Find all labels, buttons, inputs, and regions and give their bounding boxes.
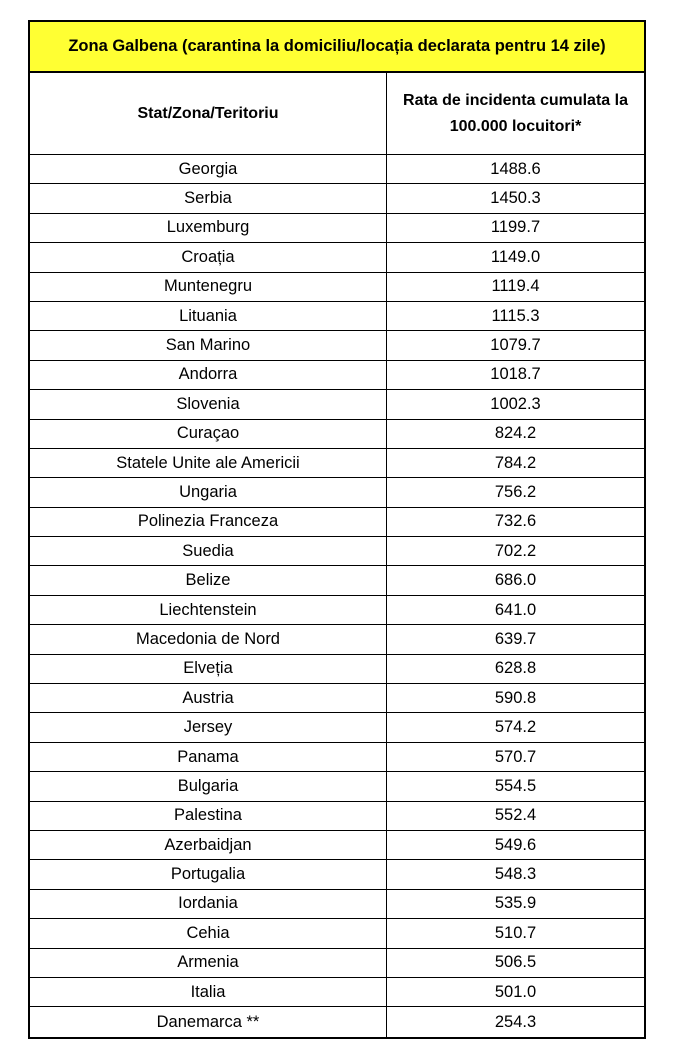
incidence-rate-cell: 639.7 — [494, 629, 537, 648]
country-cell: Panama — [30, 743, 387, 771]
country-cell: Croația — [30, 243, 387, 271]
country-cell: Portugalia — [30, 860, 387, 888]
country-cell: Andorra — [30, 361, 387, 389]
column-header-country: Stat/Zona/Teritoriu — [30, 73, 387, 154]
country-cell: Lituania — [30, 302, 387, 330]
incidence-rate-cell: 1149.0 — [490, 247, 541, 266]
incidence-rate-cell: 554.5 — [494, 776, 537, 795]
country-cell: Belize — [30, 566, 387, 594]
table-row — [30, 302, 644, 331]
incidence-rate-cell: 1199.7 — [490, 218, 541, 237]
table-row — [30, 155, 644, 184]
incidence-rate-cell: 1115.3 — [491, 306, 540, 325]
table-row — [30, 361, 644, 390]
table-row — [30, 420, 644, 449]
incidence-rate-cell: 824.2 — [494, 424, 537, 443]
country-cell: Cehia — [30, 919, 387, 947]
table-row — [30, 978, 644, 1007]
incidence-rate-cell: 535.9 — [494, 894, 537, 913]
incidence-rate-cell: 506.5 — [494, 953, 537, 972]
country-cell: Armenia — [30, 949, 387, 977]
table-row — [30, 214, 644, 243]
incidence-rate-cell: 732.6 — [494, 512, 537, 531]
country-cell: Suedia — [30, 537, 387, 565]
table-row — [30, 390, 644, 419]
incidence-rate-cell: 501.0 — [494, 982, 537, 1001]
table-row — [30, 802, 644, 831]
incidence-rate-cell: 641.0 — [494, 600, 537, 619]
country-cell: Danemarca ** — [30, 1007, 387, 1036]
table-banner-title: Zona Galbena (carantina la domiciliu/locația declarata pentru 14 zile) — [30, 22, 644, 73]
country-cell: Georgia — [30, 155, 387, 183]
incidence-rate-cell: 570.7 — [494, 747, 537, 766]
table-row — [30, 625, 644, 654]
table-row — [30, 596, 644, 625]
table-header-row — [30, 73, 644, 155]
incidence-rate-cell: 1018.7 — [490, 365, 541, 384]
country-cell: Ungaria — [30, 478, 387, 506]
country-cell: Italia — [30, 978, 387, 1006]
country-cell: Macedonia de Nord — [30, 625, 387, 653]
table-row — [30, 831, 644, 860]
table-row — [30, 1007, 644, 1036]
table-row — [30, 772, 644, 801]
country-cell: Bulgaria — [30, 772, 387, 800]
country-cell: Austria — [30, 684, 387, 712]
incidence-rate-cell: 702.2 — [494, 541, 537, 560]
table-row — [30, 508, 644, 537]
country-cell: Slovenia — [30, 390, 387, 418]
incidence-rate-cell: 1079.7 — [490, 336, 541, 355]
country-cell: Jersey — [30, 713, 387, 741]
country-cell: Iordania — [30, 890, 387, 918]
table-row — [30, 449, 644, 478]
table-row — [30, 537, 644, 566]
incidence-rate-cell: 756.2 — [494, 482, 537, 501]
table-row — [30, 184, 644, 213]
country-cell: Polinezia Franceza — [30, 508, 387, 536]
incidence-rate-cell: 574.2 — [494, 718, 537, 737]
table-row — [30, 890, 644, 919]
country-cell: Elveția — [30, 655, 387, 683]
country-cell: Serbia — [30, 184, 387, 212]
table-row — [30, 331, 644, 360]
country-cell: Palestina — [30, 802, 387, 830]
incidence-rate-cell: 510.7 — [494, 923, 537, 942]
table-row — [30, 860, 644, 889]
table-row — [30, 949, 644, 978]
table-body — [30, 155, 644, 1037]
table-row — [30, 478, 644, 507]
table-row — [30, 566, 644, 595]
table-row — [30, 684, 644, 713]
incidence-rate-cell: 686.0 — [494, 571, 537, 590]
incidence-rate-cell: 1450.3 — [490, 189, 541, 208]
country-cell: Luxemburg — [30, 214, 387, 242]
yellow-zone-table — [28, 20, 646, 1039]
incidence-rate-cell: 628.8 — [494, 659, 537, 678]
incidence-rate-cell: 590.8 — [494, 688, 537, 707]
country-cell: Azerbaidjan — [30, 831, 387, 859]
country-cell: Statele Unite ale Americii — [30, 449, 387, 477]
incidence-rate-cell: 1488.6 — [490, 159, 541, 178]
country-cell: San Marino — [30, 331, 387, 359]
incidence-rate-cell: 549.6 — [494, 835, 537, 854]
incidence-rate-cell: 784.2 — [494, 453, 537, 472]
table-row — [30, 919, 644, 948]
table-row — [30, 655, 644, 684]
country-cell: Muntenegru — [30, 273, 387, 301]
incidence-rate-cell: 254.3 — [494, 1012, 537, 1031]
table-row — [30, 273, 644, 302]
incidence-rate-cell: 552.4 — [494, 806, 537, 825]
incidence-rate-cell: 548.3 — [494, 865, 537, 884]
country-cell: Curaçao — [30, 420, 387, 448]
incidence-rate-cell: 1002.3 — [490, 394, 541, 413]
table-row — [30, 243, 644, 272]
table-row — [30, 713, 644, 742]
table-row — [30, 743, 644, 772]
incidence-rate-cell: 1119.4 — [491, 277, 540, 296]
country-cell: Liechtenstein — [30, 596, 387, 624]
column-header-incidence-rate: Rata de incidenta cumulata la 100.000 locuitori* — [403, 91, 628, 135]
